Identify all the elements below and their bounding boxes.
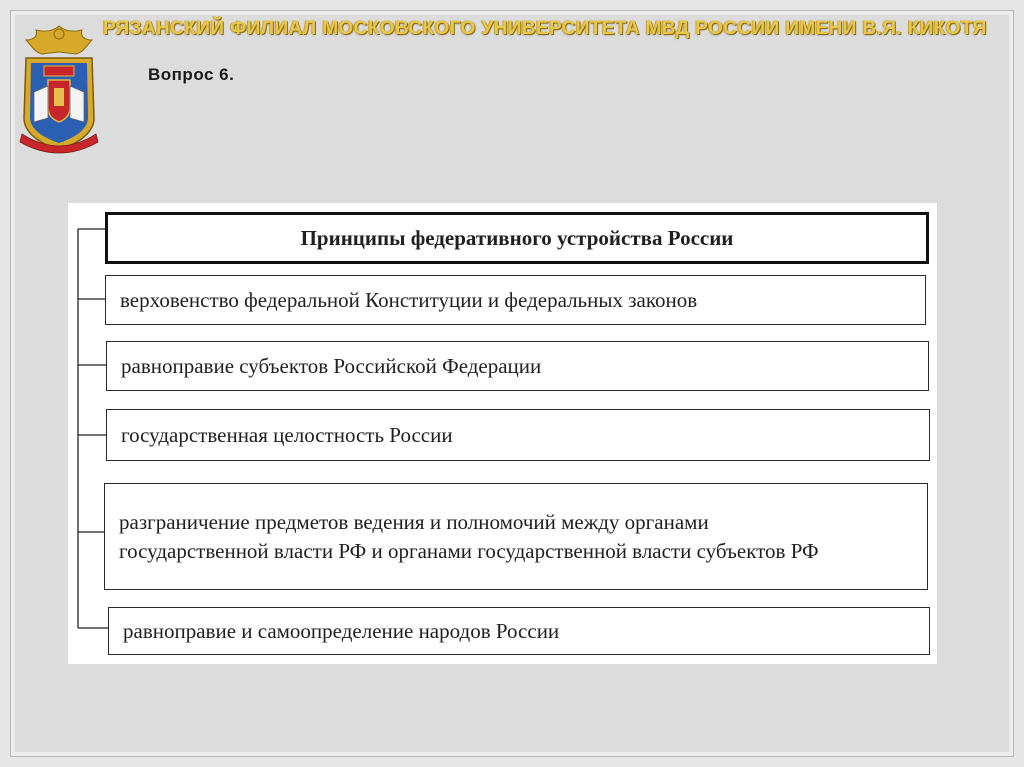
- principle-item: [105, 275, 926, 325]
- institution-title: РЯЗАНСКИЙ ФИЛИАЛ МОСКОВСКОГО УНИВЕРСИТЕТА МВД РОССИИ ИМЕНИ В.Я. КИКОТЯ: [103, 18, 987, 39]
- principle-item: [104, 483, 928, 590]
- principle-text: верховенство федеральной Конституции и федеральных законов: [120, 287, 698, 312]
- principle-item: [106, 409, 930, 461]
- principles-diagram: [68, 203, 937, 664]
- principle-text: равноправие и самоопределение народов России: [123, 618, 560, 643]
- principle-text: разграничение предметов ведения и полномочий между органами государственной власти РФ и органами государственной власти субъектов РФ: [119, 509, 819, 563]
- principle-item: [106, 341, 929, 391]
- diagram-title: Принципы федеративного устройства России: [105, 212, 929, 264]
- principle-text: государственная целостность России: [121, 422, 453, 447]
- principle-item: [108, 607, 930, 655]
- principle-text: равноправие субъектов Российской Федерации: [121, 353, 542, 378]
- question-label: Вопрос 6.: [148, 65, 235, 84]
- police-university-emblem-icon: [14, 22, 104, 156]
